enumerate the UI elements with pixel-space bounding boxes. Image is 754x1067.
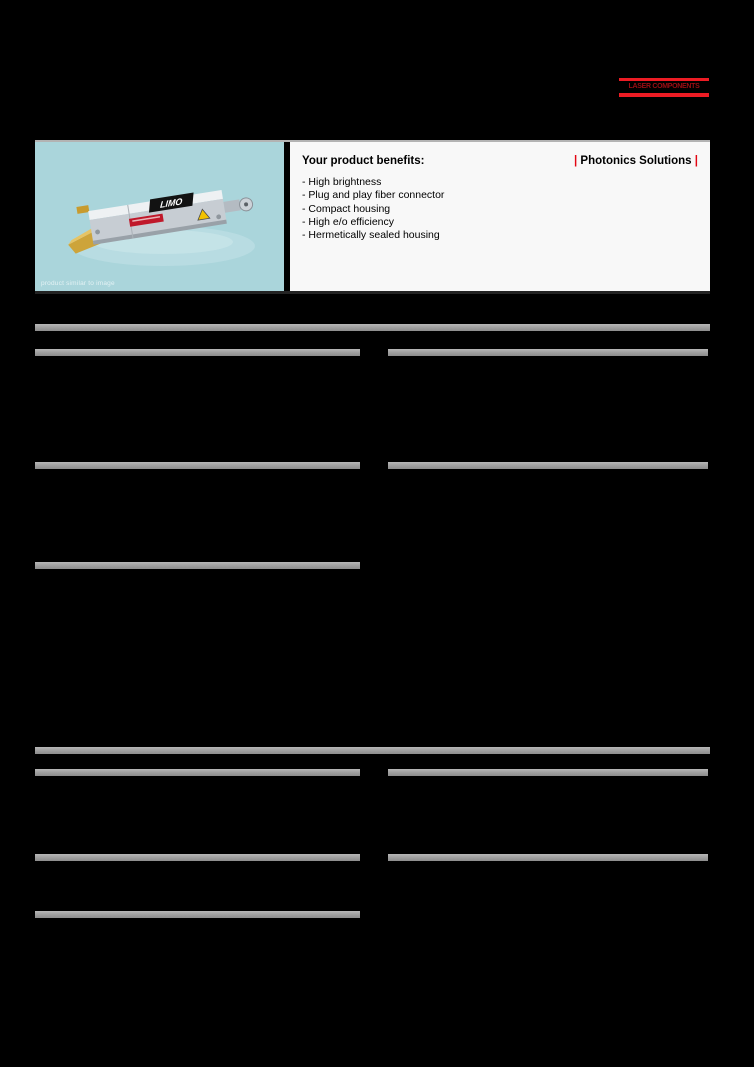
logo-wordmark: LASER COMPONENTS [628, 83, 700, 90]
section-rule [35, 769, 360, 776]
logo-top-bar [619, 78, 709, 81]
section-rule [388, 769, 708, 776]
tagline-left-pipe: | [573, 155, 578, 167]
benefit-item: - Hermetically sealed housing [302, 229, 698, 242]
tagline-text: Photonics Solutions [580, 155, 692, 167]
benefits-panel [290, 142, 710, 291]
product-image-panel [35, 142, 284, 291]
photonics-solutions-tag [574, 155, 698, 167]
logo-bottom-bar [619, 93, 709, 97]
laser-components-logo [619, 78, 709, 98]
section-rule [388, 349, 708, 356]
tagline-right-pipe: | [694, 155, 698, 167]
section-rule [35, 562, 360, 569]
section-rule [35, 462, 360, 469]
hero-bottom-border [35, 291, 710, 294]
section-rule [35, 747, 710, 754]
benefit-item: - High brightness [302, 176, 698, 189]
benefit-item: - High e/o efficiency [302, 216, 698, 229]
section-rule [35, 911, 360, 918]
benefit-item: - Plug and play fiber connector [302, 189, 698, 202]
section-rule [388, 854, 708, 861]
benefits-header [302, 155, 698, 167]
section-rule [35, 854, 360, 861]
limo-label-text: LIMO [159, 196, 183, 210]
section-rule [35, 349, 360, 356]
image-caption: product similar to image [41, 280, 115, 287]
benefit-item: - Compact housing [302, 203, 698, 216]
benefits-title: Your product benefits: [302, 155, 425, 167]
benefits-list [302, 176, 698, 242]
section-rule [35, 324, 710, 331]
section-rule [388, 462, 708, 469]
product-photo [35, 142, 284, 291]
